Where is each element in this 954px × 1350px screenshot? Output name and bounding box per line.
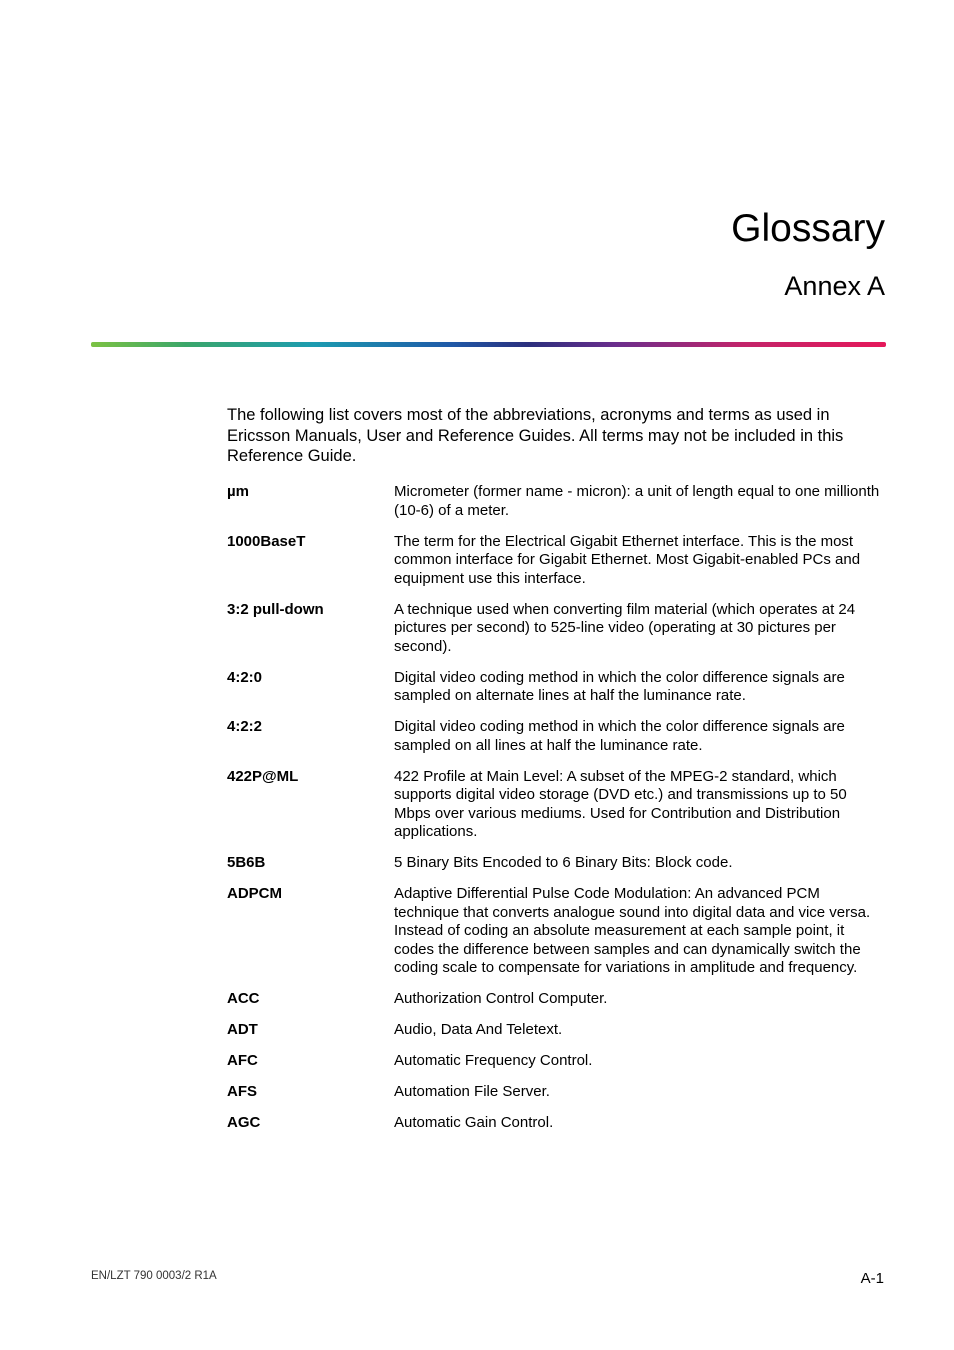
- page-subtitle: Annex A: [784, 271, 885, 301]
- glossary-entry: [227, 885, 887, 978]
- glossary-term: 4:2:0: [227, 668, 263, 686]
- glossary-entry: [227, 483, 887, 520]
- glossary-entry: [227, 1114, 887, 1133]
- glossary-entry: [227, 1021, 887, 1040]
- glossary-entry: [227, 533, 887, 589]
- glossary-entry: [227, 768, 887, 842]
- glossary-entry: [227, 718, 887, 755]
- glossary-definition: Automatic Gain Control.: [394, 1114, 554, 1131]
- glossary-term: AGC: [227, 1114, 261, 1131]
- glossary-definition: The term for the Electrical Gigabit Ethernet interface. This is the most common interface for Gigabit Ethernet. Most Gigabit-enabled PCs and equipment use this interface.: [394, 532, 861, 587]
- glossary-entry: [227, 1052, 887, 1071]
- glossary-definition: 5 Binary Bits Encoded to 6 Binary Bits: Block code.: [394, 854, 733, 871]
- glossary-term: AFS: [227, 1083, 257, 1100]
- glossary-term: 1000BaseT: [227, 532, 306, 550]
- glossary-definition: Digital video coding method in which the color difference signals are sampled on alternate lines at half the luminance rate.: [394, 668, 845, 704]
- glossary-definition: A technique used when converting film material (which operates at 24 pictures per second) to 525-line video (operating at 30 pictures per second).: [394, 600, 856, 655]
- glossary-term: µm: [227, 483, 249, 500]
- glossary-entry: [227, 854, 887, 873]
- glossary-entry: [227, 669, 887, 706]
- glossary-definition: Digital video coding method in which the color difference signals are sampled on all lines at half the luminance rate.: [394, 718, 845, 754]
- document-id: EN/LZT 790 0003/2 R1A: [91, 1270, 217, 1282]
- page-title: Glossary: [731, 207, 885, 250]
- glossary-entry: [227, 990, 887, 1009]
- gradient-divider: [91, 342, 886, 347]
- glossary-definition: Adaptive Differential Pulse Code Modulation: An advanced PCM technique that converts analogue sound into digital data and vice versa. Instead of coding an absolute measurement at each sample point, it codes the difference between samples and can dynamically switch the coding scale to compensate for variations in amplitude and frequency.: [394, 885, 871, 976]
- glossary-definition: Automatic Frequency Control.: [394, 1052, 593, 1069]
- page-number: A-1: [860, 1270, 884, 1287]
- glossary-definition: 422 Profile at Main Level: A subset of the MPEG-2 standard, which supports digital video storage (DVD etc.) and transmissions up to 50 Mbps over various mediums. Used for Contribution and Distribution applications.: [394, 767, 847, 840]
- glossary-term: 422P@ML: [227, 767, 299, 785]
- glossary-definition: Automation File Server.: [394, 1083, 550, 1100]
- glossary-entry: [227, 1083, 887, 1102]
- glossary-term: ACC: [227, 990, 260, 1007]
- glossary-entry: [227, 601, 887, 657]
- glossary-list: [227, 483, 887, 1145]
- glossary-definition: Audio, Data And Teletext.: [394, 1021, 563, 1038]
- glossary-term: 3:2 pull-down: [227, 600, 324, 618]
- glossary-definition: Authorization Control Computer.: [394, 990, 608, 1007]
- intro-paragraph: The following list covers most of the abbreviations, acronyms and terms as used in Ericsson Manuals, User and Reference Guides. All terms may not be included in this Reference Guide.: [227, 406, 844, 465]
- glossary-term: 5B6B: [227, 854, 266, 871]
- glossary-definition: Micrometer (former name - micron): a unit of length equal to one millionth (10-6) of a meter.: [394, 483, 880, 519]
- glossary-term: ADPCM: [227, 885, 282, 902]
- glossary-term: AFC: [227, 1052, 258, 1069]
- glossary-term: ADT: [227, 1021, 258, 1038]
- glossary-term: 4:2:2: [227, 718, 263, 735]
